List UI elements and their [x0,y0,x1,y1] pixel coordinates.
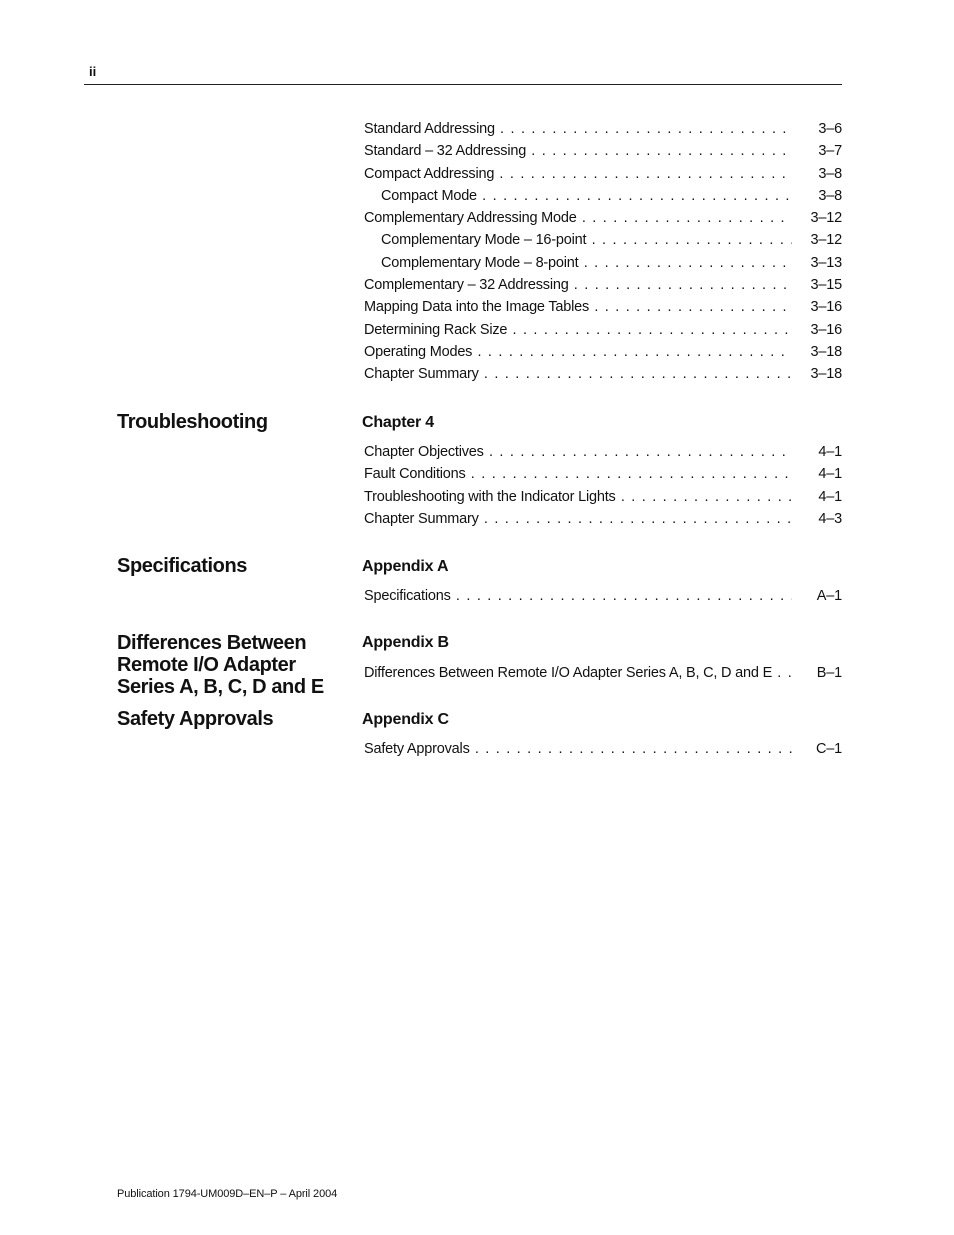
toc-entry-title: Fault Conditions [364,466,466,483]
section-label-appendix-c: Appendix C [362,711,449,728]
toc-entry-title: Mapping Data into the Image Tables [364,299,590,316]
toc-entry[interactable] [364,296,842,318]
toc-entry-title: Complementary Addressing Mode [364,210,577,227]
toc-entry-page: 4–3 [818,510,842,527]
section-label-appendix-b: Appendix B [362,634,449,651]
toc-entry[interactable] [364,185,842,207]
toc-entry-page: 3–12 [810,210,842,227]
toc-entry[interactable] [364,229,842,251]
toc-entry[interactable] [364,508,842,530]
toc-entry-title: Troubleshooting with the Indicator Lights [364,488,616,505]
toc-entry-title: Compact Mode [381,187,477,204]
section-title-specifications: Specifications [117,555,247,577]
toc-entry-page: 4–1 [818,444,842,460]
section-title-differences: Differences Between Remote I/O Adapter Series A, B, C, D and E [117,632,324,698]
toc-entry-page: 3–13 [810,254,842,271]
toc-entry[interactable] [364,207,842,229]
section-title-safety-approvals: Safety Approvals [117,708,274,730]
toc-entry-page: A–1 [816,588,842,604]
toc-entry-page: 4–1 [818,466,842,483]
toc-entry-title: Complementary – 32 Addressing [364,277,569,294]
toc-chapter-4-list [364,441,842,530]
footer-publication: Publication 1794-UM009D–EN–P – April 2004 [117,1188,338,1200]
toc-entry[interactable] [364,341,842,363]
toc-entry-title: Complementary Mode – 16-point [381,232,587,249]
toc-entry-page: 3–7 [818,143,842,160]
toc-entry[interactable] [364,140,842,162]
toc-entry-page: 3–8 [818,165,842,182]
toc-entry-title: Standard – 32 Addressing [364,143,527,160]
toc-appendix-c-list [364,738,842,760]
header-rule [84,84,842,85]
toc-entry[interactable] [364,274,842,296]
toc-entry[interactable] [364,486,842,508]
toc-entry-page: 3–18 [810,343,842,360]
toc-entry-title: Determining Rack Size [364,321,508,338]
toc-entry-title: Differences Between Remote I/O Adapter Series A, B, C, D and E [364,665,773,681]
toc-entry-page: 3–6 [818,121,842,137]
toc-entry-title: Chapter Summary [364,510,479,527]
toc-entry-title: Chapter Objectives [364,444,484,460]
toc-entry[interactable] [364,585,842,607]
toc-entry-title: Compact Addressing [364,165,495,182]
toc-entry[interactable] [364,441,842,463]
toc-entry-title: Complementary Mode – 8-point [381,254,579,271]
toc-entry[interactable] [364,738,842,760]
toc-appendix-b-list [364,662,842,684]
toc-entry-title: Chapter Summary [364,366,479,383]
section-title-troubleshooting: Troubleshooting [117,411,268,433]
toc-entry-title: Standard Addressing [364,121,495,137]
toc-entry-page: 3–16 [810,299,842,316]
toc-entry-page: 3–8 [818,187,842,204]
toc-entry-page: 3–18 [810,366,842,383]
toc-entry-title: Safety Approvals [364,741,470,757]
section-label-chapter-4: Chapter 4 [362,414,434,431]
toc-continued-list [364,118,842,386]
toc-entry-page: 4–1 [818,488,842,505]
section-label-appendix-a: Appendix A [362,558,449,575]
toc-entry[interactable] [364,163,842,185]
toc-entry[interactable] [364,662,842,684]
toc-entry[interactable] [364,319,842,341]
toc-entry[interactable] [364,463,842,485]
toc-appendix-a-list [364,585,842,607]
toc-entry-title: Specifications [364,588,451,604]
toc-entry-page: 3–16 [810,321,842,338]
toc-entry-title: Operating Modes [364,343,473,360]
toc-entry-page: C–1 [816,741,842,757]
toc-entry[interactable] [364,252,842,274]
toc-entry[interactable] [364,363,842,385]
toc-entry-page: 3–15 [810,277,842,294]
toc-entry-page: 3–12 [810,232,842,249]
page-number: ii [89,64,97,79]
toc-entry[interactable] [364,118,842,140]
toc-entry-page: B–1 [816,665,842,681]
